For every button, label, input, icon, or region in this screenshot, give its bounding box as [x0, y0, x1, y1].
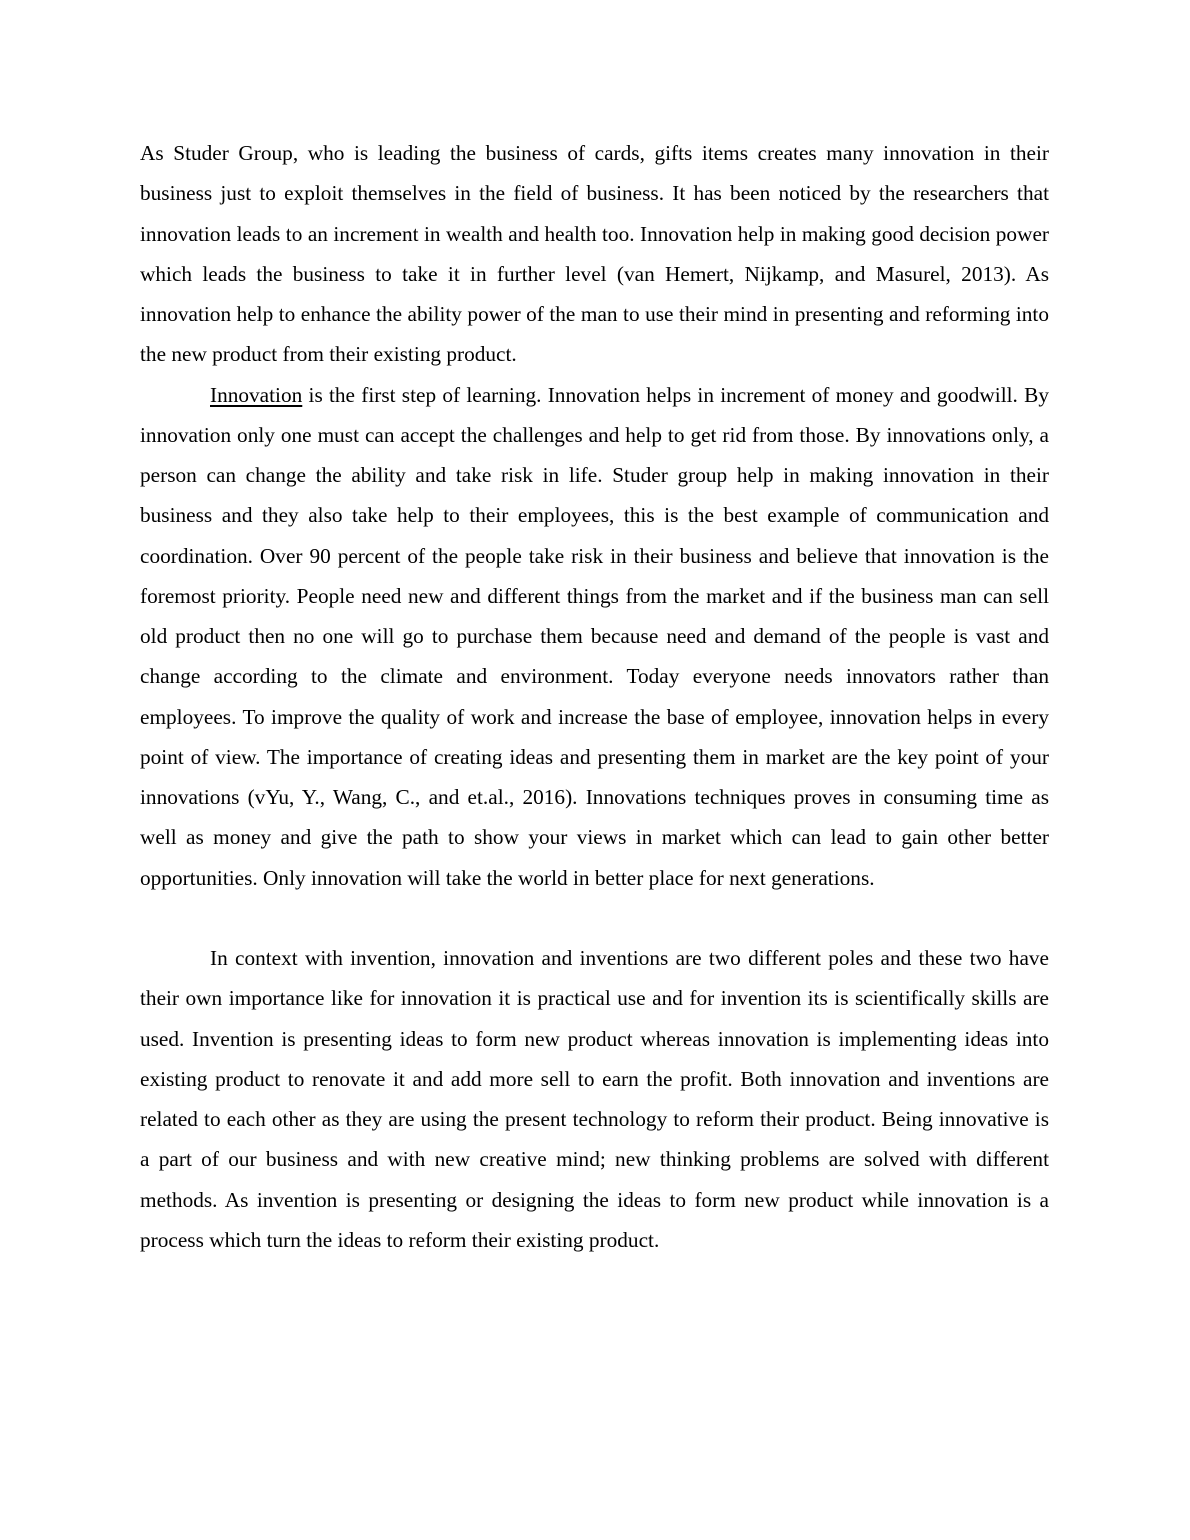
document-body: [140, 133, 1049, 1260]
paragraph-spacer: [140, 898, 1049, 938]
paragraph-innovation-first-step: [140, 375, 1049, 898]
paragraph-invention-vs-innovation: In context with invention, innovation and inventions are two different poles and these two have their own importance like for innovation it is practical use and for invention its is scientifically skills are used. Invention is presenting ideas to form new product whereas innovation is implementing ideas into existing product to renovate it and add more sell to earn the profit. Both innovation and inventions are related to each other as they are using the present technology to reform their product. Being innovative is a part of our business and with new creative mind; new thinking problems are solved with different methods. As invention is presenting or designing the ideas to form new product while innovation is a process which turn the ideas to reform their existing product.: [140, 946, 1049, 1252]
paragraph-studer-group-innovation: As Studer Group, who is leading the business of cards, gifts items creates many innovation in their business just to exploit themselves in the field of business. It has been noticed by the researchers that innovation leads to an increment in wealth and health too. Innovation help in making good decision power which leads the business to take it in further level (van Hemert, Nijkamp, and Masurel, 2013). As innovation help to enhance the ability power of the man to use their mind in presenting and reforming into the new product from their existing product.: [140, 141, 1049, 367]
innovation-underlined-word: Innovation: [210, 382, 303, 407]
paragraph-innovation-first-step-text: is the first step of learning. Innovation helps in increment of money and goodwill. By innovation only one must can accept the challenges and help to get rid from those. By innovations only, a person can change the ability and take risk in life. Studer group help in making innovation in their business and they also take help to their employees, this is the best example of communication and coordination. Over 90 percent of the people take risk in their business and believe that innovation is the foremost priority. People need new and different things from the market and if the business man can sell old product then no one will go to purchase them because need and demand of the people is vast and change according to the climate and environment. Today everyone needs innovators rather than employees. To improve the quality of work and increase the base of employee, innovation helps in every point of view. The importance of creating ideas and presenting them in market are the key point of your innovations (vYu, Y., Wang, C., and et.al., 2016). Innovations techniques proves in consuming time as well as money and give the path to show your views in market which can lead to gain other better opportunities. Only innovation will take the world in better place for next generations.: [140, 382, 1049, 890]
